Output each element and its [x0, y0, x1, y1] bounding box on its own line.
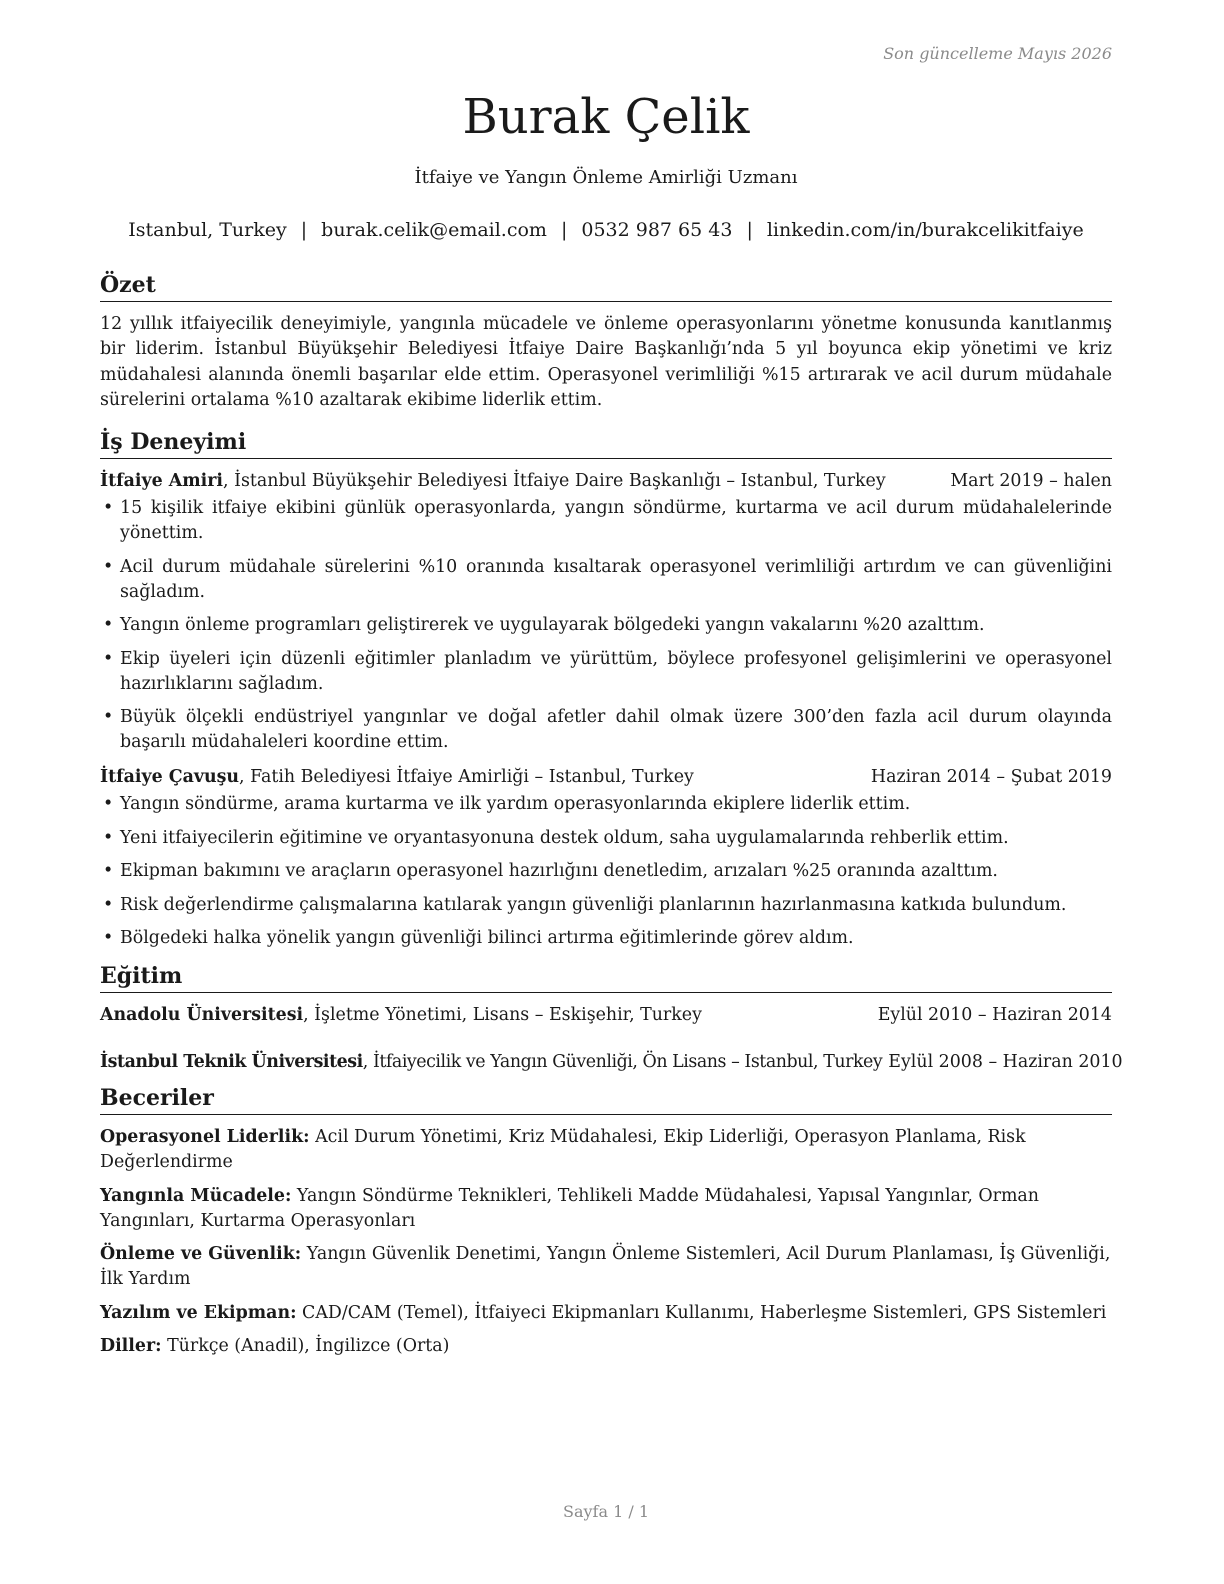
contact-email[interactable]: burak.celik@email.com [321, 219, 547, 241]
education-school: Anadolu Üniversitesi [100, 1005, 304, 1026]
contact-linkedin[interactable]: linkedin.com/in/burakcelikitfaiye [766, 219, 1084, 241]
skill-category: Diller: [100, 1336, 162, 1357]
skill-row [100, 1184, 1112, 1234]
job-organization: , İstanbul Büyükşehir Belediyesi İtfaiye Daire Başkanlığı – Istanbul, Turkey [223, 471, 886, 492]
education-dates: Eylül 2008 – Haziran 2010 [888, 1052, 1123, 1073]
job-bullets [100, 792, 1112, 951]
job-bullet: • Risk değerlendirme çalışmalarına katılarak yangın güvenliği planlarının hazırlanmasına katkıda bulundum. [100, 893, 1112, 918]
job-organization: , Fatih Belediyesi İtfaiye Amirliği – Istanbul, Turkey [239, 767, 694, 788]
skill-row [100, 1301, 1112, 1326]
skill-values: Acil Durum Yönetimi, Kriz Müdahalesi, Ekip Liderliği, Operasyon Planlama, Risk Değerlendirme [100, 1127, 1026, 1173]
contact-separator: | [300, 219, 308, 241]
job-entry [100, 469, 1112, 755]
education-dates: Eylül 2010 – Haziran 2014 [877, 1005, 1112, 1026]
job-bullet: • Ekip üyeleri için düzenli eğitimler planladım ve yürüttüm, böylece profesyonel gelişimlerini ve operasyonel hazırlıklarını sağladım. [103, 648, 1112, 694]
job-bullet: • Yeni itfaiyecilerin eğitimine ve oryantasyonuna destek oldum, saha uygulamalarında rehberlik ettim. [100, 826, 1112, 851]
skill-values: Yangın Güvenlik Denetimi, Yangın Önleme Sistemleri, Acil Durum Planlaması, İş Güvenliği, İlk Yardım [100, 1244, 1111, 1290]
bullet-dot-icon: • [103, 861, 114, 882]
skill-category: Önleme ve Güvenlik: [100, 1244, 302, 1265]
job-dates: Haziran 2014 – Şubat 2019 [870, 767, 1112, 788]
section-title-summary: Özet [100, 270, 1112, 302]
job-role: İtfaiye Çavuşu [100, 767, 240, 788]
skill-row [100, 1242, 1112, 1292]
education-entry [100, 1003, 1112, 1028]
education-detail: , İşletme Yönetimi, Lisans – Eskişehir, Turkey [303, 1005, 702, 1026]
skill-row [100, 1334, 1112, 1359]
bullet-dot-icon: • [103, 794, 114, 815]
section-title-experience: İş Deneyimi [100, 427, 1112, 459]
education-school: İstanbul Teknik Üniversitesi [100, 1052, 363, 1073]
job-header [100, 469, 1112, 494]
contact-separator: | [746, 219, 753, 241]
skill-values: Türkçe (Anadil), İngilizce (Orta) [161, 1336, 450, 1357]
resume-page [100, 0, 1123, 1584]
contact-location: Istanbul, Turkey [128, 219, 287, 241]
job-bullet: • Yangın önleme programları geliştirerek ve uygulayarak bölgedeki yangın vakalarını %20 azalttım. [100, 613, 1112, 638]
job-bullet: • Yangın söndürme, arama kurtarma ve ilk yardım operasyonlarında ekiplere liderlik ettim. [100, 792, 1112, 817]
bullet-dot-icon: • [103, 615, 114, 636]
job-bullet: • 15 kişilik itfaiye ekibini günlük operasyonlarda, yangın söndürme, kurtarma ve acil durum müdahalelerinde yönettim. [103, 498, 1112, 544]
education-detail: , İtfaiyecilik ve Yangın Güvenliği, Ön Lisans – Istanbul, Turkey [362, 1052, 883, 1073]
candidate-headline: İtfaiye ve Yangın Önleme Amirliği Uzmanı [414, 167, 798, 188]
job-entry [100, 765, 1112, 951]
job-header [100, 765, 1112, 790]
section-title-skills: Beceriler [100, 1083, 1112, 1115]
job-bullets [100, 496, 1112, 755]
job-title-line [100, 469, 886, 494]
job-role: İtfaiye Amiri [100, 471, 224, 492]
job-dates: Mart 2019 – halen [950, 471, 1112, 492]
job-bullet: • Bölgedeki halka yönelik yangın güvenliği bilinci artırma eğitimlerinde görev aldım. [100, 926, 1112, 951]
bullet-dot-icon: • [103, 707, 114, 728]
summary-text: 12 yıllık itfaiyecilik deneyimiyle, yangınla mücadele ve önleme operasyonlarını yönetme konusunda kanıtlanmış bir liderim. İstanbul Büyükşehir Belediyesi İtfaiye Daire Başkanlığı’nda 5 yıl boyunca ekip yönetimi ve kriz müdahalesi alanında önemli başarılar elde ettim. Operasyonel verimliliği %15 artırarak ve acil durum müdahale sürelerini ortalama %10 azaltarak ekibime liderlik ettim. [100, 314, 1112, 410]
resume-content [100, 270, 1123, 1368]
bullet-dot-icon: • [103, 928, 114, 949]
bullet-dot-icon: • [103, 648, 114, 669]
skill-values: CAD/CAM (Temel), İtfaiyeci Ekipmanları Kullanımı, Haberleşme Sistemleri, GPS Sistemleri [296, 1302, 1107, 1323]
skill-category: Yangınla Mücadele: [100, 1185, 292, 1206]
contact-phone: 0532 987 65 43 [581, 219, 733, 241]
last-updated-note: Son güncelleme Mayıs 2026 [883, 44, 1112, 63]
section-title-education: Eğitim [100, 961, 1112, 993]
bullet-dot-icon: • [103, 894, 114, 915]
job-title-line [100, 765, 694, 790]
contact-separator: | [560, 219, 568, 241]
job-bullet: • Büyük ölçekli endüstriyel yangınlar ve doğal afetler dahil olmak üzere 300’den fazla acil durum olayında başarılı müdahaleleri koordine ettim. [103, 707, 1112, 753]
skill-category: Operasyonel Liderlik: [100, 1127, 310, 1148]
skill-values: Yangın Söndürme Teknikleri, Tehlikeli Madde Müdahalesi, Yapısal Yangınlar, Orman Yangınları, Kurtarma Operasyonları [100, 1185, 1040, 1231]
education-entry [100, 1050, 1123, 1075]
page-number: Sayfa 1 / 1 [562, 1502, 649, 1521]
education-title-line [100, 1050, 882, 1075]
candidate-name: Burak Çelik [462, 89, 750, 145]
bullet-dot-icon: • [103, 556, 114, 577]
contact-line [100, 219, 1112, 241]
skill-category: Yazılım ve Ekipman: [100, 1302, 297, 1323]
job-bullet: • Acil durum müdahale sürelerini %10 oranında kısaltarak operasyonel verimliliği artırdım ve can güvenliğini sağladım. [103, 556, 1112, 602]
bullet-dot-icon: • [103, 498, 114, 519]
education-title-line [100, 1003, 702, 1028]
skill-row [100, 1125, 1112, 1175]
job-bullet: • Ekipman bakımını ve araçların operasyonel hazırlığını denetledim, arızaları %25 oranında azalttım. [100, 859, 1112, 884]
bullet-dot-icon: • [103, 827, 114, 848]
